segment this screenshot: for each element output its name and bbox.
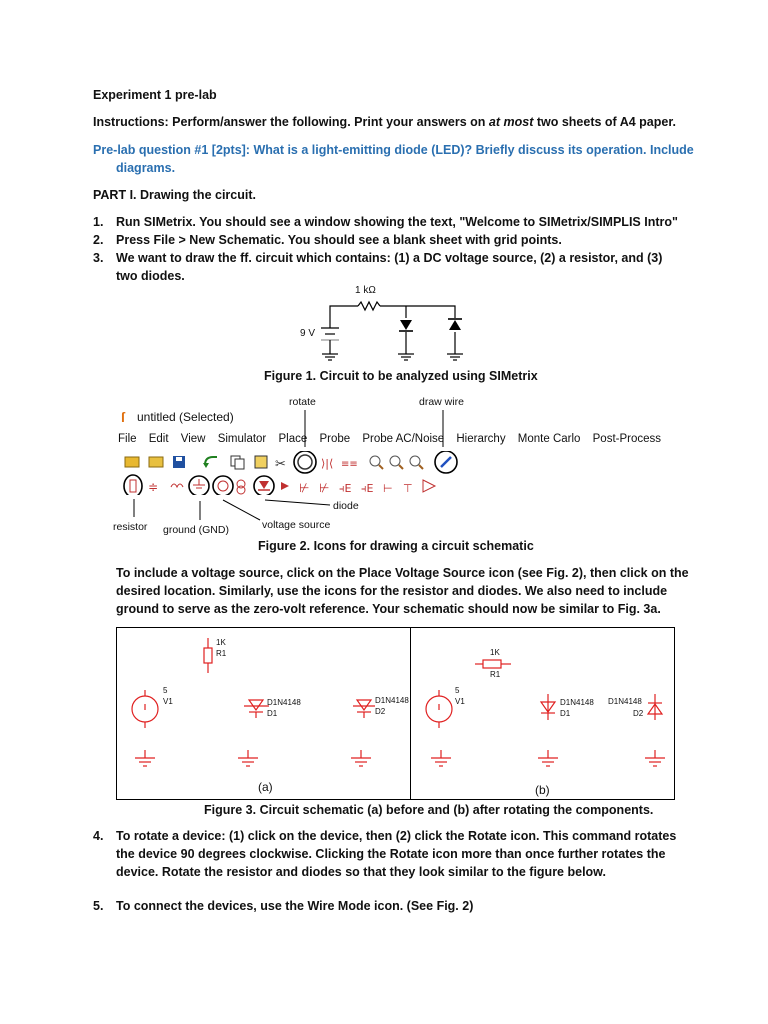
page-title: Experiment 1 pre-lab: [93, 88, 217, 102]
panel-b-v-value: 5: [455, 686, 460, 695]
panel-a-v-value: 5: [163, 686, 168, 695]
instructions-emphasis: at most: [488, 115, 534, 129]
step4-line3: device. Rotate the resistor and diodes so that they look similar to the figure below.: [116, 865, 606, 879]
menu-hierarchy[interactable]: Hierarchy: [456, 433, 506, 445]
simetrix-logo-icon: ſ: [121, 409, 125, 425]
para-voltage-line2: desired location. Similarly, use the icons for the resistor and diodes. We also need to include: [116, 584, 668, 598]
panel-a-label: (a): [258, 780, 273, 794]
svg-text:⊤: ⊤: [403, 482, 413, 495]
panel-b-ground1: [431, 750, 451, 766]
step3-text-line2: two diodes.: [116, 269, 185, 283]
figure1-source-label: 9 V: [300, 328, 316, 339]
panel-a-diode2: [353, 700, 375, 718]
svg-text:⫞E: ⫞E: [361, 482, 374, 495]
para-voltage-line1: To include a voltage source, click on the Place Voltage Source icon (see Fig. 2), then click on the: [116, 566, 689, 580]
panel-a-d2-model: D1N4148: [375, 696, 409, 705]
panel-a-voltage-source: [132, 690, 158, 728]
annotation-rotate: rotate: [289, 396, 316, 408]
menu-edit[interactable]: Edit: [148, 433, 169, 445]
step1-number: 1.: [93, 215, 104, 229]
step5-number: 5.: [93, 899, 104, 913]
panel-a-r-value: 1K: [216, 638, 226, 647]
svg-text:⊢: ⊢: [383, 482, 393, 495]
svg-text:⊬: ⊬: [299, 481, 310, 495]
svg-text:≑: ≑: [148, 480, 159, 494]
panel-a-r-name: R1: [216, 649, 227, 658]
panel-b-label: (b): [535, 783, 550, 797]
svg-text:⟩|⟨: ⟩|⟨: [321, 457, 334, 470]
prelab-question-line1: Pre-lab question #1 [2pts]: What is a light-emitting diode (LED)? Briefly discuss its operation. Include: [93, 143, 694, 157]
panel-b-resistor: [475, 660, 511, 668]
annotation-diode: diode: [333, 500, 359, 512]
figure1-caption: Figure 1. Circuit to be analyzed using SIMetrix: [264, 369, 538, 383]
menu-place[interactable]: Place: [278, 433, 308, 445]
panel-b-d1-model: D1N4148: [560, 698, 594, 707]
diode1-symbol: [400, 320, 412, 330]
menu-post-process[interactable]: Post-Process: [592, 433, 662, 445]
figure1-svg: [300, 284, 480, 364]
step4-line1: To rotate a device: (1) click on the device, then (2) click the Rotate icon. This command rotates: [116, 829, 677, 843]
panel-b-diode2: [648, 694, 662, 720]
diode2-symbol: [449, 320, 461, 330]
panel-b-diode1: [541, 694, 555, 720]
window-title: untitled (Selected): [137, 410, 234, 424]
step2-text: Press File > New Schematic. You should see a blank sheet with grid points.: [116, 233, 562, 247]
panel-a-d1-model: D1N4148: [267, 698, 301, 707]
step3-text-line1: We want to draw the ff. circuit which contains: (1) a DC voltage source, (2) a resistor, and (3): [116, 251, 663, 265]
step3-number: 3.: [93, 251, 104, 265]
menu-probe[interactable]: Probe: [319, 433, 351, 445]
panel-b-d1-name: D1: [560, 709, 571, 718]
part1-heading: PART I. Drawing the circuit.: [93, 188, 256, 202]
annotation-resistor: resistor: [113, 521, 148, 533]
panel-b-ground3: [645, 750, 665, 766]
step5-text: To connect the devices, use the Wire Mode icon. (See Fig. 2): [116, 899, 474, 913]
instructions: [93, 115, 676, 129]
figure1-circuit: [300, 284, 480, 364]
figure2-caption: Figure 2. Icons for drawing a circuit schematic: [258, 539, 534, 553]
step2-number: 2.: [93, 233, 104, 247]
svg-text:✂: ✂: [275, 457, 286, 472]
panel-a-ground2: [238, 750, 258, 766]
figure3-schematic: [116, 627, 675, 800]
panel-b-voltage-source: [426, 690, 452, 728]
para-voltage-line3: ground to serve as the zero-volt reference. Your schematic should now be similar to Fig. 3a.: [116, 602, 661, 616]
svg-text:⫞E: ⫞E: [339, 482, 352, 495]
step1-text: Run SIMetrix. You should see a window showing the text, "Welcome to SIMetrix/SIMPLIS Intro": [116, 215, 678, 229]
annotation-ground: ground (GND): [163, 524, 229, 536]
panel-a-ground1: [135, 750, 155, 766]
panel-b-d2-name: D2: [633, 709, 644, 718]
figure3-caption: Figure 3. Circuit schematic (a) before and (b) after rotating the components.: [204, 803, 654, 817]
svg-text:≡≡: ≡≡: [341, 459, 358, 470]
step4-number: 4.: [93, 829, 104, 843]
menu-view[interactable]: View: [180, 433, 206, 445]
panel-b-d2-model: D1N4148: [608, 697, 642, 706]
panel-a-v-name: V1: [163, 697, 173, 706]
panel-a-resistor: [204, 638, 212, 673]
panel-b-r-name: R1: [490, 670, 501, 679]
menu-simulator[interactable]: Simulator: [217, 433, 267, 445]
figure2-annotation-arrows: [100, 410, 560, 530]
menu-monte-carlo[interactable]: Monte Carlo: [517, 433, 581, 445]
panel-b-v-name: V1: [455, 697, 465, 706]
panel-a-ground3: [351, 750, 371, 766]
instructions-prefix: Instructions: Perform/answer the following. Print your answers on: [93, 115, 489, 129]
instructions-suffix: two sheets of A4 paper.: [533, 115, 676, 129]
figure3-svg: [117, 628, 674, 799]
panel-a-d2-name: D2: [375, 707, 386, 716]
figure1-resistor-label: 1 kΩ: [355, 285, 376, 296]
panel-b-r-value: 1K: [490, 648, 500, 657]
menu-probe-ac-noise[interactable]: Probe AC/Noise: [362, 433, 445, 445]
step4-line2: the device 90 degrees clockwise. Clicking the Rotate icon more than once further rotates the: [116, 847, 666, 861]
prelab-question-line2: diagrams.: [116, 161, 176, 175]
svg-text:⊬: ⊬: [319, 481, 330, 495]
annotation-voltage-source: voltage source: [262, 519, 331, 531]
panel-b-ground2: [538, 750, 558, 766]
panel-a-diode1: [244, 700, 269, 718]
panel-a-d1-name: D1: [267, 709, 278, 718]
annotation-draw-wire: draw wire: [419, 396, 464, 408]
menu-file[interactable]: File: [118, 433, 137, 445]
